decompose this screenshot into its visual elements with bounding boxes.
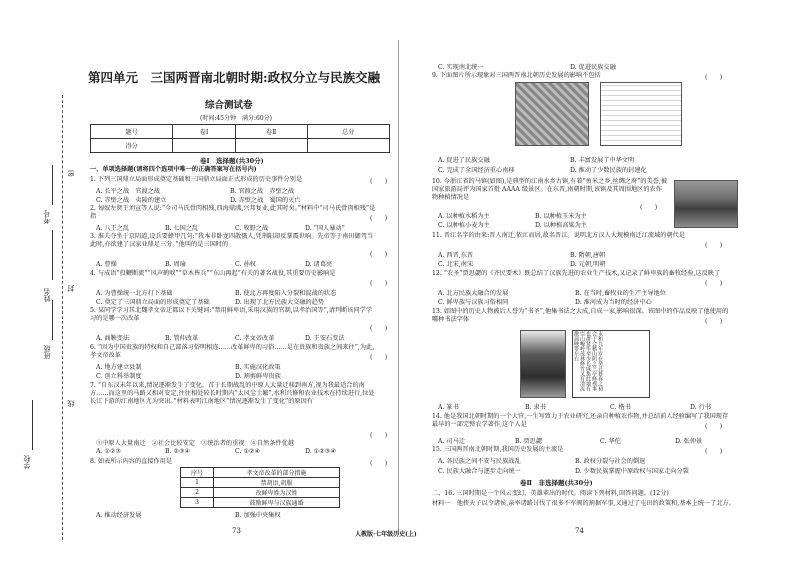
option: D. 少数民族掌握中原政权与国家走向分裂: [575, 468, 689, 475]
question-text: 5. 某同学学习其北魏孝文帝迁都以下关键词:“禁用鲜卑语,采用汉族的官制,以孝治国等”,请判断该同学学习的是哪一次改革: [90, 307, 373, 322]
material-text: 材料一 他挟天子以令诸侯,亲率诸路讨伐了很多不军阀的割据军事,又通过了屯田的政策和,基本上统一了北方。: [432, 500, 735, 507]
option: B. 隶书: [525, 404, 546, 411]
portrait-image: [520, 330, 566, 398]
option: ①中原人大量南迁 ②社会比较安定 ③统治者的重视 ④自然条件优越: [96, 440, 294, 447]
option: B. 周瑜: [165, 261, 186, 268]
option: B. 政权分裂与社会的倒退: [575, 458, 646, 465]
option: D. 诸葛亮: [305, 261, 333, 268]
score-header: 卷Ⅰ: [173, 125, 235, 139]
question-text: 11. 晋江名字的由来:晋人南迁,依江而居,故名晋江。说明北方汉人大规模南迁江流域的朝代是: [432, 232, 685, 239]
test-meta: (时间:45分钟 满分:60分): [200, 115, 272, 122]
question-text: 6. “因为中国贵族的特权和自己部落习俗明相连……改革鲜卑的习俗……是在贵族和贵族之间来往”,为此,孝文帝改革: [90, 344, 375, 359]
answer-paren[interactable]: ( ): [705, 318, 723, 325]
calligraphy-image: [572, 330, 650, 398]
option: A. 北方民族大融合的发展: [438, 290, 509, 297]
test-subtitle: 综合测试卷: [205, 100, 253, 111]
option: B. 在当时,畜牧业的生产主导地位: [575, 290, 666, 297]
class-label: 班级: [43, 345, 51, 359]
option: A. 曹操: [96, 261, 117, 268]
option: B. 以种植玉米为主: [535, 213, 587, 220]
score-header: 总分: [307, 125, 389, 139]
calligraphy-text: 永和九年岁在癸丑暮春之初会于会稽山阴之兰亭修禊事也群贤毕至少长咸集此地有崇山峻岭茂林修竹又有清流激湍映带左右: [573, 331, 603, 391]
option: A. 西晋,东晋: [438, 252, 474, 259]
page-divider: [398, 40, 399, 535]
answer-paren[interactable]: ( ): [640, 204, 658, 211]
option: C. 鲜卑族与汉族习俗相同: [438, 299, 509, 306]
reform-cell: 3: [181, 498, 214, 508]
question-text: 12. “农圣”贾思勰的《齐民要术》既总结了汉族先进的农业生产技术,又记录了鲜卑族的畜牧经验,这反映了: [432, 270, 721, 277]
footer-edition: 人教版·七年级历史(上): [355, 531, 417, 538]
option: B. 使北方再度陷入分裂和混战的状态: [235, 290, 337, 297]
answer-paren[interactable]: ( ): [370, 280, 388, 287]
name-label: 姓名: [43, 288, 51, 302]
question-text: 7. “自东汉末年以来,情况逐渐发生了变化。首于长期战乱的中原人大量迁移到南方,视为我最适合的南方……而这里的马路又相对安定,往往相处较长时期内“太风尘土繁”,水利兴修和农业技术在持续进行,位处长江下游的江南地区尤为突出。”材料表明江南地区“情况逐渐发生了变化”的原因有: [90, 382, 375, 405]
question-text: 4. 与成语“投鞭断流”“风声鹤唳”“草木皆兵”“东山再起”有关的著名战役,其重要历史影响是: [90, 270, 336, 277]
question-text: 13. 如图中的历史人物被后人誉为“书圣”,他集书法之大成,自成一家,影响很深。该图中的作品反映了他使用的哪种书法字体: [432, 308, 729, 323]
answer-paren[interactable]: ( ): [370, 251, 388, 258]
question-text: 3. 淮夫夺坐于京阴道,设兵要蜂甲几句:“我本非卧龙四散俄人,凭荆阳却反掌震世响。先帝等于南田御驾当此时,亦欲建了汉家业鼎足三分。”他叫的是三国时的: [90, 233, 374, 248]
class-field[interactable]: [52, 300, 53, 340]
option: C. 实现南北统一: [438, 64, 484, 71]
option: D. 行书: [690, 404, 712, 411]
option: C. 楷书: [610, 404, 631, 411]
answer-paren[interactable]: ( ): [370, 432, 388, 439]
reform-cell: 改鲜卑姓为汉姓: [213, 488, 339, 498]
name-field[interactable]: [52, 230, 53, 280]
option: B. ②③④: [165, 448, 191, 455]
answer-paren[interactable]: ( ): [370, 325, 388, 332]
score-header: 卷Ⅱ: [235, 125, 307, 139]
option: B. 官渡之战 赤壁之战: [230, 188, 295, 195]
unit-title: 第四单元 三国两晋南北朝时期:政权分立与民族交融: [88, 70, 381, 85]
answer-paren[interactable]: ( ): [705, 74, 723, 81]
answer-paren[interactable]: ( ): [370, 460, 388, 467]
town-photo: [674, 180, 738, 228]
answer-paren[interactable]: ( ): [705, 242, 723, 249]
option: D. 张仲景: [675, 438, 703, 445]
option: A. 八王之乱: [96, 225, 130, 232]
option: D. 出现了北方民族大交融的趋势: [235, 299, 325, 306]
option: C. 孝文帝改革: [235, 335, 275, 342]
option: C. 牧野之战: [235, 225, 269, 232]
question-text: 1. 下列三国鼎立局面形成奠定基础和三国鼎立局面正式形成的历史事件分别是: [90, 176, 303, 183]
school-label: 学校: [23, 455, 31, 469]
score-header: 题号: [91, 125, 173, 139]
option: A. 司马迁: [438, 438, 465, 445]
school-field[interactable]: [32, 400, 33, 450]
option: C. 奠定了三国鼎立局面的形成奠定了基础: [96, 299, 210, 306]
seal-line: [62, 95, 63, 540]
answer-paren[interactable]: ( ): [370, 354, 388, 361]
option: B. 贾思勰: [515, 438, 543, 445]
option: A. 地方建立县制: [96, 364, 142, 371]
reform-header: 序号: [181, 468, 214, 478]
option: B. 丰富发展了中华文明: [570, 157, 635, 164]
question-text: 9. 下面图片所示现象对三国两晋南北朝历史发展的影响不包括: [432, 72, 601, 79]
answer-paren[interactable]: ( ): [705, 448, 723, 455]
option: B. 管仲改革: [165, 335, 199, 342]
seal-mark: 封: [67, 285, 75, 292]
option: A. 为曹操统一北方打下基础: [96, 290, 173, 297]
option: C. 华佗: [600, 438, 621, 445]
option: D. 元朝,明朝: [570, 261, 606, 268]
answer-paren[interactable]: ( ): [705, 423, 723, 430]
option: C. 孙权: [235, 261, 256, 268]
answer-paren[interactable]: ( ): [705, 280, 723, 287]
score-cell[interactable]: [307, 139, 389, 153]
option: D. ①②③④: [305, 448, 336, 455]
reform-table: [180, 467, 340, 508]
section-one-title: 卷Ⅰ 选择题(共30分): [200, 157, 264, 165]
question-text: 2. 匈奴左贤王刘宣等人说:“今司马氏骨肉相残,四海鼎沸,兴邦复业,此其时矣。”材料中“司马氏骨肉相残”是指: [90, 205, 376, 220]
option: D. 促进民族交融: [570, 64, 616, 71]
option: D. 赤壁之战 蜀国的灭亡: [230, 197, 301, 204]
option: D. “国人暴动”: [305, 225, 345, 232]
option: C. 以种植小麦为主: [438, 222, 490, 229]
option: A. 长平之战 官渡之战: [96, 188, 161, 195]
map-image: [515, 82, 589, 146]
option: C. 北宋,南宋: [438, 261, 474, 268]
option: A. 篆书: [438, 404, 459, 411]
section-two-title: 卷Ⅱ 非选择题(共30分): [520, 479, 593, 487]
option: D. 王安石变法: [305, 335, 345, 342]
option: B. 隋朝,唐朝: [570, 252, 606, 259]
option: C. ①②④: [235, 448, 261, 455]
option: B. 实施汉化政策: [235, 364, 281, 371]
option: A. ①②③: [96, 448, 122, 455]
option: C. 创立科举制度: [96, 373, 142, 380]
exam-number-label: 考号: [43, 210, 51, 224]
exam-number-field[interactable]: [52, 165, 53, 205]
score-row-label: 得分: [91, 139, 173, 153]
option: D. 以种植高粱为主: [535, 222, 587, 229]
page-number-right: 74: [575, 527, 584, 535]
answer-paren[interactable]: ( ): [370, 215, 388, 222]
question-text: 10. 今浙江省的马镇(如图),是典型的江南水乡古镇,有着“鱼米之乡,丝绸之府”的美誉,被国家旅游局评为国家首批 AAAA 级景区。在东晋,南朝时期,该镇及其周围地区的农作物种植情况是: [432, 178, 668, 201]
option: D. 淮河成为当时的经济中心: [575, 299, 652, 306]
option: A. 推动经济发展: [96, 512, 142, 519]
question-text: 二、16. 三国时期是一个风云变幻、英雄辈出的时代。阅读下列材料,回答问题。(12分): [432, 490, 669, 497]
option: A. 商鞅变法: [96, 335, 130, 342]
option: A. 促进了民族交融: [438, 157, 490, 164]
reform-cell: 禁胡语,胡服: [213, 478, 339, 488]
score-cell[interactable]: [173, 139, 235, 153]
option: D. 割剪鲜卑贵族: [235, 373, 281, 380]
answer-paren[interactable]: ( ): [370, 178, 388, 185]
question-text: 8. 如表所示内容的直接作用是: [90, 458, 173, 465]
option: C. 民族大融合与逐步走向统一: [438, 468, 521, 475]
seal-mark: 线: [67, 400, 75, 407]
score-table: [90, 124, 390, 153]
question-text: 14. 他是我国北朝时期的一个大官,一生写致力于农业研究,还亲自种植农作物,并总结前人经验编写了我国现存最早的一部完整农学著作,这个人是: [432, 413, 729, 428]
option: B. 加强中央集权: [235, 512, 281, 519]
option: C. 赤壁之战 夷陵的建立: [96, 197, 167, 204]
reform-header: 孝文帝改革的部分措施: [213, 468, 339, 478]
option: A. 以种植水稻为主: [438, 213, 490, 220]
question-text: 15. 三国两晋南北朝时期,我国历史发展的主流是: [432, 446, 564, 453]
option: B. 七国之乱: [165, 225, 199, 232]
option: C. 完成了全国经济重心南移: [438, 167, 515, 174]
map-image: [600, 82, 682, 146]
section-one-instruction: 一、单项选择题(请将四个选项中唯一的正确答案写在括号内): [90, 166, 257, 173]
score-cell[interactable]: [235, 139, 307, 153]
reform-cell: 鼓励鲜卑与汉族通婚: [213, 498, 339, 508]
seal-mark: 密: [67, 170, 75, 177]
option: A. 各民族之间不安与民族战乱: [438, 458, 521, 465]
page-number-left: 73: [232, 527, 241, 535]
reform-cell: 2: [181, 488, 214, 498]
option: D. 推动了少数民族的封建化: [570, 167, 647, 174]
reform-cell: 1: [181, 478, 214, 488]
